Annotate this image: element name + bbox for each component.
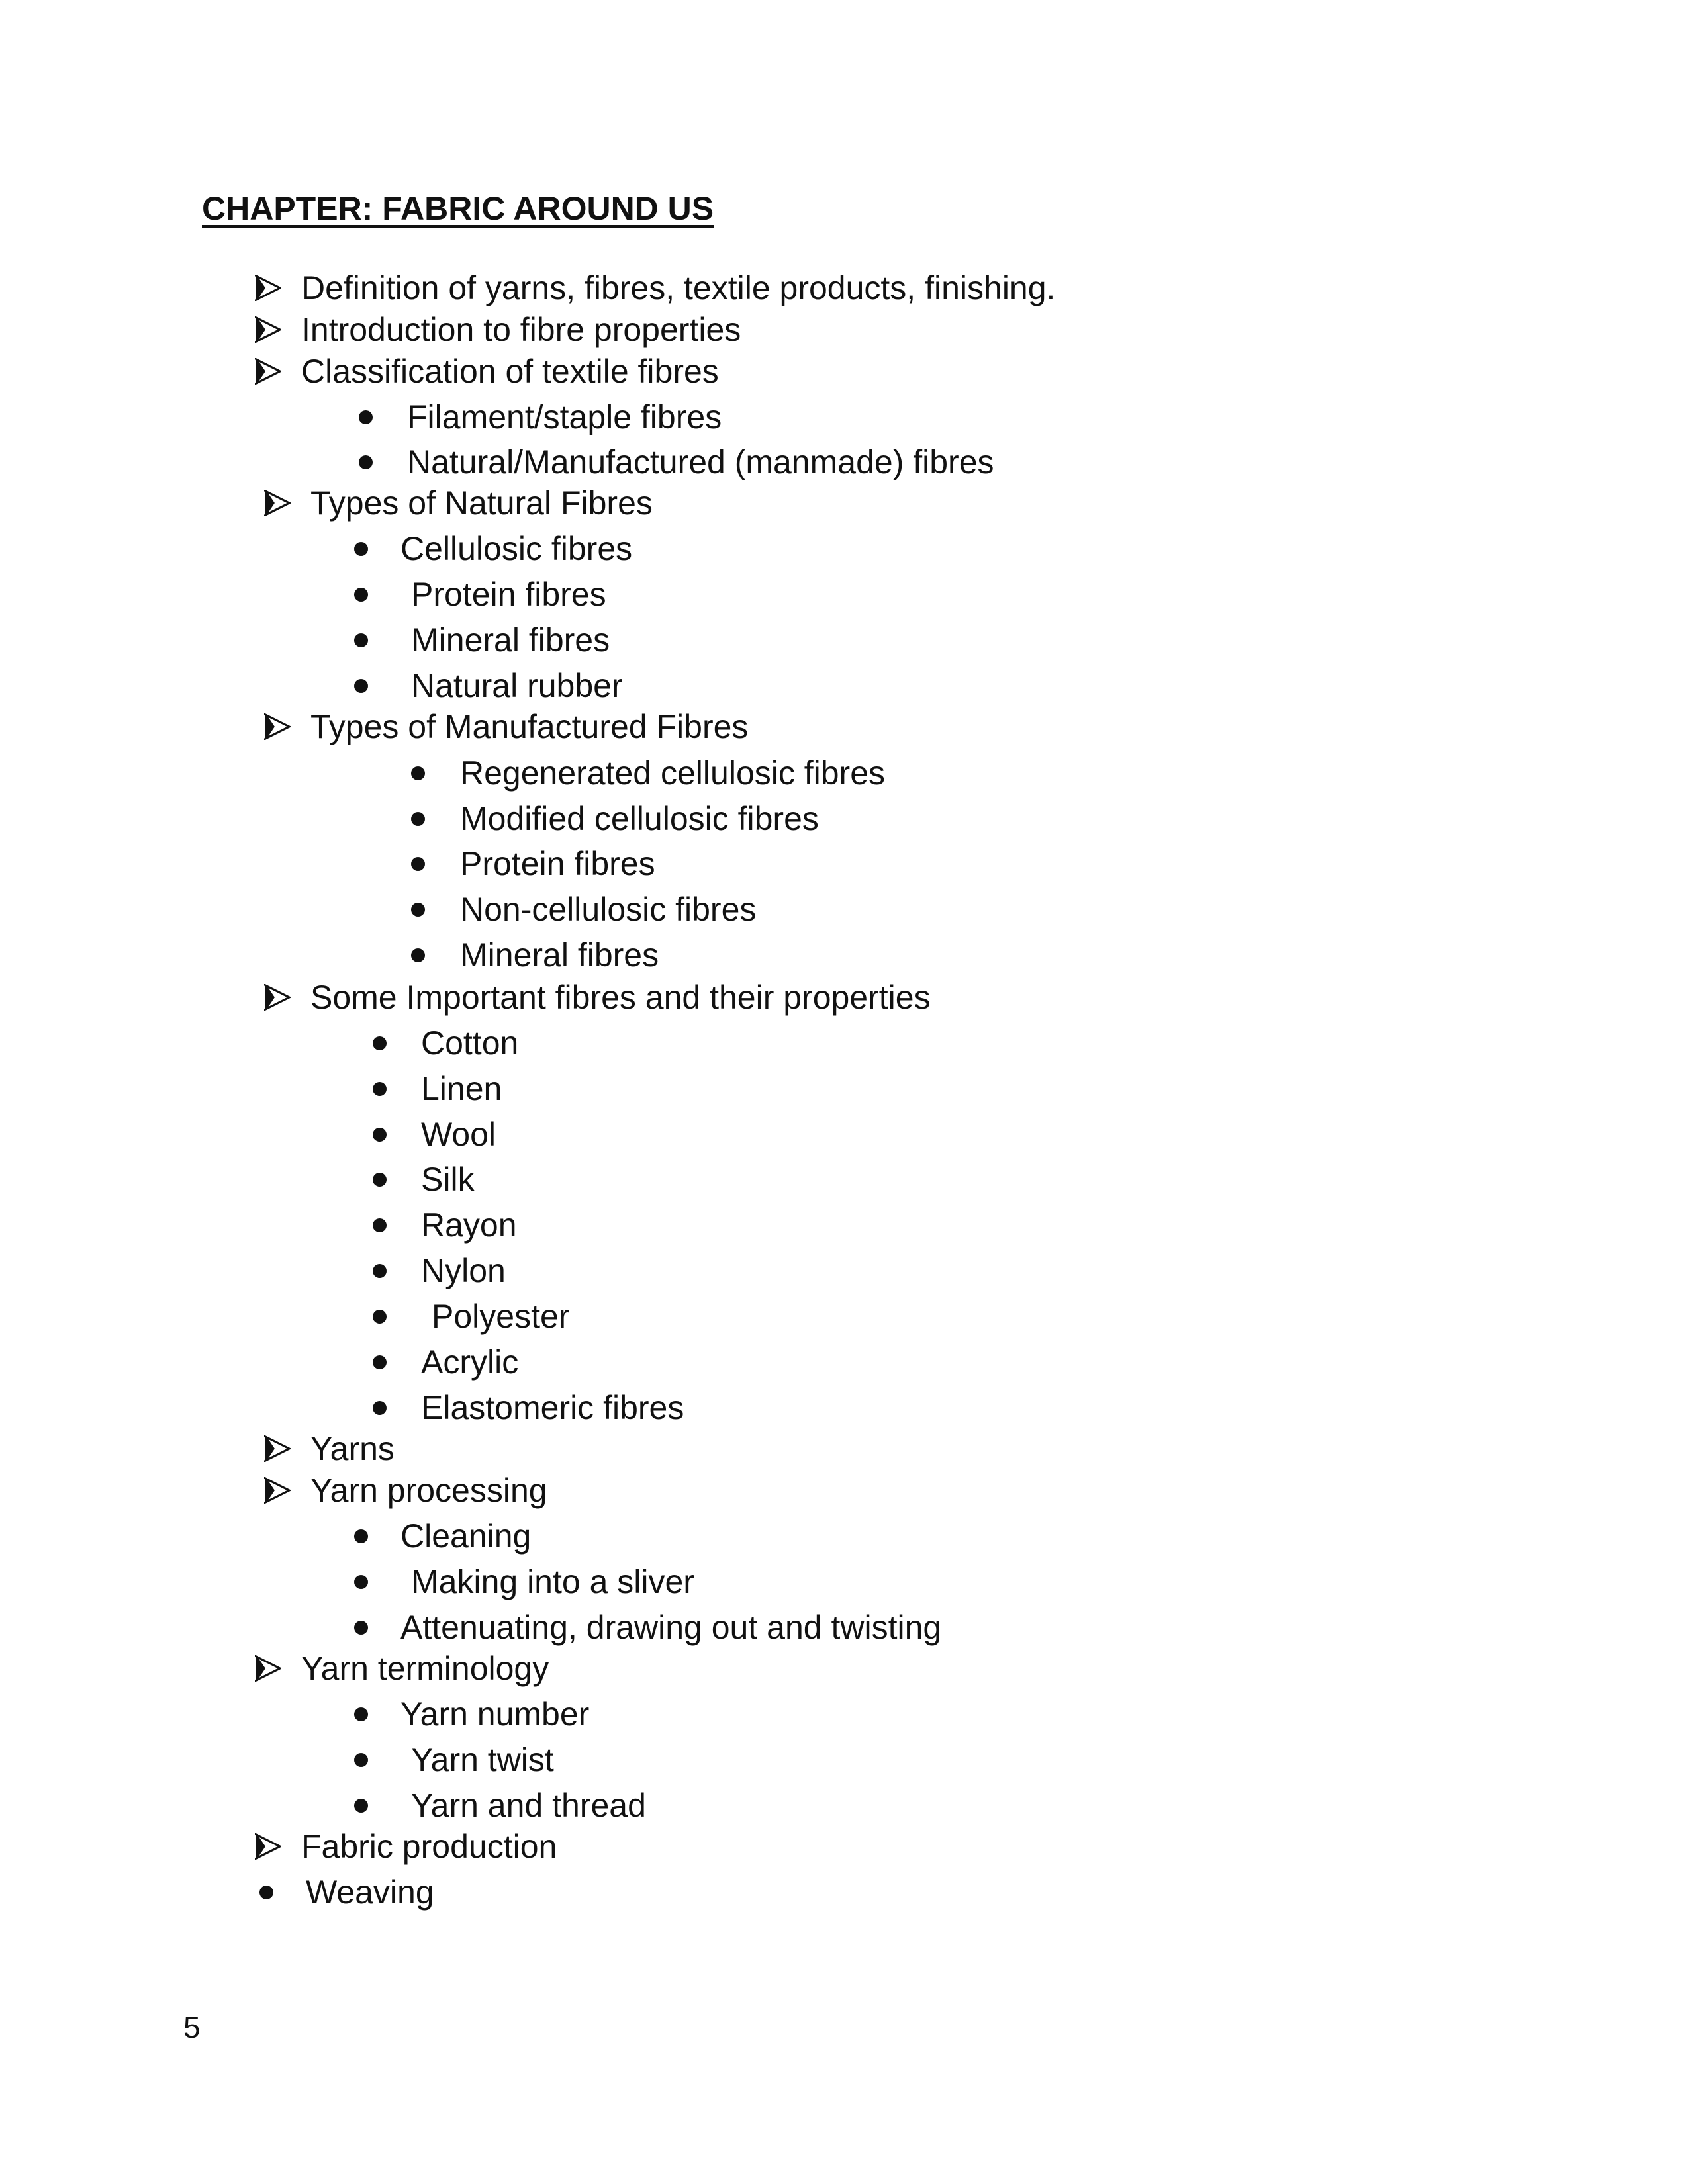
- list-item-text: Fabric production: [301, 1828, 557, 1865]
- bullet-dot-icon: [354, 527, 368, 570]
- sub-list-item-text: Non-cellulosic fibres: [460, 891, 757, 928]
- sub-list-item: [0, 1784, 1688, 1827]
- arrow-bullet-icon: [255, 1825, 281, 1868]
- bullet-dot-icon: [359, 395, 373, 439]
- sub-list-item: [0, 1560, 1688, 1604]
- sub-list-item-text: Making into a sliver: [411, 1563, 694, 1600]
- list-item-text: Yarn processing: [310, 1472, 547, 1509]
- arrow-bullet-icon: [255, 349, 281, 393]
- arrow-bullet-icon: [264, 481, 291, 525]
- list-item: [0, 705, 1688, 749]
- sub-list-item-text: Attenuating, drawing out and twisting: [400, 1609, 942, 1646]
- sub-list-item: [0, 1514, 1688, 1558]
- arrow-bullet-icon: [264, 1469, 291, 1512]
- list-item-text: Yarn terminology: [301, 1650, 549, 1687]
- sub-list-item-text: Natural/Manufactured (manmade) fibres: [407, 443, 994, 480]
- chapter-title: CHAPTER: FABRIC AROUND US: [202, 190, 714, 227]
- bullet-dot-icon: [373, 1295, 387, 1338]
- sub-list-item-text: Polyester: [432, 1298, 570, 1335]
- list-item: [0, 1469, 1688, 1512]
- bullet-dot-icon: [354, 664, 368, 707]
- bullet-dot-icon: [359, 440, 373, 484]
- sub-list-item: [0, 1249, 1688, 1293]
- sub-list-item-text: Yarn and thread: [411, 1787, 646, 1824]
- sub-list-item-text: Cleaning: [400, 1518, 532, 1555]
- sub-list-item: [0, 572, 1688, 616]
- page-number: 5: [183, 2010, 201, 2044]
- sub-list-item-text: Natural rubber: [411, 667, 623, 704]
- bullet-dot-icon: [373, 1021, 387, 1065]
- bullet-dot-icon: [411, 887, 425, 931]
- sub-list-item-text: Yarn twist: [411, 1741, 554, 1778]
- list-item: [0, 1870, 1688, 1914]
- arrow-bullet-icon: [264, 976, 291, 1019]
- sub-list-item-text: Mineral fibres: [411, 621, 610, 659]
- sub-list-item: [0, 1158, 1688, 1201]
- list-item-text: Some Important fibres and their properties: [310, 979, 931, 1016]
- sub-list-item-text: Acrylic: [421, 1343, 519, 1381]
- bullet-dot-icon: [373, 1158, 387, 1201]
- sub-list-item-text: Linen: [421, 1070, 502, 1107]
- bullet-dot-icon: [411, 797, 425, 841]
- bullet-dot-icon: [259, 1870, 273, 1914]
- sub-list-item: [0, 1340, 1688, 1384]
- bullet-dot-icon: [411, 842, 425, 886]
- bullet-dot-icon: [354, 1606, 368, 1649]
- list-item-text: Types of Natural Fibres: [310, 484, 653, 522]
- sub-list-item: [0, 1692, 1688, 1736]
- bullet-dot-icon: [354, 1560, 368, 1604]
- sub-list-item: [0, 1021, 1688, 1065]
- list-item-text: Classification of textile fibres: [301, 353, 719, 390]
- list-item: [0, 1825, 1688, 1868]
- sub-list-item-text: Rayon: [421, 1206, 517, 1244]
- list-item-text: Yarns: [310, 1430, 395, 1467]
- sub-list-item: [0, 1295, 1688, 1338]
- list-item: [0, 266, 1688, 310]
- sub-list-item: [0, 664, 1688, 707]
- bullet-dot-icon: [411, 933, 425, 977]
- bullet-dot-icon: [373, 1340, 387, 1384]
- arrow-bullet-icon: [255, 308, 281, 351]
- sub-list-item-text: Mineral fibres: [460, 936, 659, 974]
- sub-list-item-text: Cellulosic fibres: [400, 530, 633, 567]
- bullet-dot-icon: [373, 1203, 387, 1247]
- sub-list-item: [0, 797, 1688, 841]
- sub-list-item-text: Elastomeric fibres: [421, 1389, 684, 1426]
- list-item-text: Weaving: [306, 1874, 434, 1911]
- sub-list-item-text: Regenerated cellulosic fibres: [460, 754, 886, 792]
- sub-list-item-text: Nylon: [421, 1252, 506, 1289]
- sub-list-item: [0, 933, 1688, 977]
- sub-list-item-text: Wool: [421, 1116, 496, 1153]
- sub-list-item: [0, 618, 1688, 662]
- sub-list-item: [0, 1203, 1688, 1247]
- sub-list-item-text: Modified cellulosic fibres: [460, 800, 819, 837]
- bullet-dot-icon: [354, 1692, 368, 1736]
- sub-list-item-text: Cotton: [421, 1024, 519, 1062]
- bullet-dot-icon: [411, 751, 425, 795]
- sub-list-item-text: Silk: [421, 1161, 475, 1198]
- sub-list-item-text: Protein fibres: [411, 576, 606, 613]
- bullet-dot-icon: [373, 1113, 387, 1156]
- bullet-dot-icon: [373, 1067, 387, 1111]
- arrow-bullet-icon: [264, 1427, 291, 1471]
- list-item: [0, 481, 1688, 525]
- list-item: [0, 976, 1688, 1019]
- sub-list-item: [0, 1606, 1688, 1649]
- list-item-text: Types of Manufactured Fibres: [310, 708, 749, 745]
- sub-list-item-text: Yarn number: [400, 1696, 590, 1733]
- list-item: [0, 308, 1688, 351]
- sub-list-item: [0, 842, 1688, 886]
- sub-list-item: [0, 751, 1688, 795]
- sub-list-item: [0, 1386, 1688, 1430]
- sub-list-item: [0, 395, 1688, 439]
- sub-list-item: [0, 887, 1688, 931]
- bullet-dot-icon: [354, 618, 368, 662]
- sub-list-item-text: Filament/staple fibres: [407, 398, 722, 435]
- list-item: [0, 1427, 1688, 1471]
- sub-list-item: [0, 1113, 1688, 1156]
- bullet-dot-icon: [373, 1386, 387, 1430]
- bullet-dot-icon: [354, 572, 368, 616]
- bullet-dot-icon: [354, 1784, 368, 1827]
- sub-list-item: [0, 1067, 1688, 1111]
- arrow-bullet-icon: [255, 266, 281, 310]
- bullet-dot-icon: [354, 1514, 368, 1558]
- sub-list-item: [0, 527, 1688, 570]
- list-item: [0, 1647, 1688, 1690]
- arrow-bullet-icon: [264, 705, 291, 749]
- list-item-text: Introduction to fibre properties: [301, 311, 741, 348]
- bullet-dot-icon: [354, 1738, 368, 1782]
- sub-list-item-text: Protein fibres: [460, 845, 655, 882]
- list-item-text: Definition of yarns, fibres, textile products, finishing.: [301, 269, 1056, 306]
- arrow-bullet-icon: [255, 1647, 281, 1690]
- bullet-dot-icon: [373, 1249, 387, 1293]
- sub-list-item: [0, 440, 1688, 484]
- list-item: [0, 349, 1688, 393]
- sub-list-item: [0, 1738, 1688, 1782]
